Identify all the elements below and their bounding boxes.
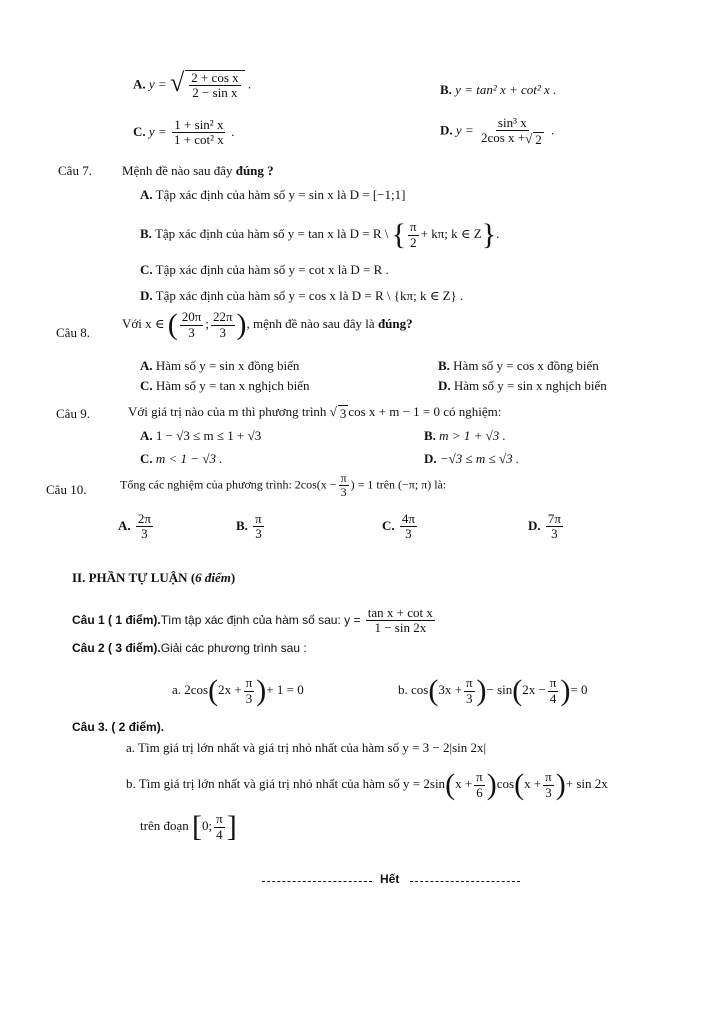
essay-q2-text: Giải các phương trình sau : [160, 641, 307, 655]
essay-q3-label: Câu 3. ( 2 điểm). [72, 720, 165, 734]
q8-stem-a: Với x ∈ [122, 315, 165, 331]
essay-q3-range-text: trên đoạn [140, 817, 189, 833]
q8-c-text: Hàm số y = tan x nghịch biến [155, 378, 310, 393]
essay-q2-label: Câu 2 ( 3 điểm). [72, 641, 161, 655]
q10-a-label: A. [118, 517, 131, 533]
q8-stem-b: , mệnh đề nào sau đây là [246, 315, 378, 331]
essay-q3-b-text: Tìm giá trị lớn nhất và giá trị nhỏ nhất của hàm số y = 2sin [138, 775, 446, 791]
essay-q2-a [172, 676, 304, 706]
dash-line-right [410, 881, 520, 882]
q6-a-sqrt [170, 70, 245, 101]
q7-c-text: Tập xác định của hàm số y = cot x là D = R . [155, 262, 389, 277]
essay-q2-b-mid: − sin [486, 681, 513, 697]
q8-option-b [438, 358, 599, 374]
q10-option-b [236, 512, 266, 542]
essay-q2-b-in1: 3x + [438, 681, 462, 697]
essay-q3-range-num: π [216, 811, 223, 827]
q7-stem-a: Mệnh đề nào sau đây [122, 163, 236, 178]
q8-den1: 3 [188, 324, 195, 340]
q8-b-text: Hàm số y = cos x đồng biến [453, 358, 599, 373]
q6-b-text: y = tan² x + cot² x . [455, 82, 557, 97]
q10-frac-den: 3 [340, 485, 347, 500]
q9-number: Câu 9. [56, 406, 90, 421]
paren-right-icon: ) [555, 768, 566, 801]
q6-d-end: . [551, 122, 555, 138]
q6-b-label: B. [440, 82, 452, 97]
paren-right-icon: ) [256, 674, 267, 707]
section-title [72, 570, 235, 586]
q10-b-den: 3 [255, 526, 262, 542]
q8-stem [122, 310, 413, 340]
q10-stem-b: ) = 1 trên (−π; π) là: [350, 477, 447, 492]
q10-c-den: 3 [405, 526, 412, 542]
q9-a-label: A. [140, 428, 153, 443]
essay-q3-b-label: b. [126, 775, 136, 791]
q6-a-den: 2 − sin x [192, 85, 238, 101]
section-title-b: 6 điểm [195, 570, 231, 585]
paren-left-icon: ( [445, 768, 456, 801]
paren-left-icon: ( [514, 768, 525, 801]
essay-q2-b-den2: 4 [549, 690, 557, 706]
section-title-a: II. PHẦN TỰ LUẬN ( [72, 570, 196, 585]
q9-a-text: 1 − √3 ≤ m ≤ 1 + √3 [155, 428, 262, 443]
q7-d-label: D. [140, 288, 153, 303]
paren-right-icon: ) [236, 308, 247, 341]
q7-b-label: B. [140, 225, 152, 241]
q9-c-text: m < 1 − √3 . [155, 451, 223, 466]
q9-option-c [140, 451, 222, 467]
q8-a-label: A. [140, 358, 153, 373]
q7-a-label: A. [140, 187, 153, 202]
essay-q2-b-num2: π [549, 675, 557, 691]
essay-q3-a-text: Tìm giá trị lớn nhất và giá trị nhỏ nhất của hàm số y = 3 − 2|sin 2x| [138, 740, 487, 755]
essay-q2-a-label: a. [172, 681, 182, 697]
essay-q3-b [126, 770, 608, 800]
q10-c-num: 4π [401, 511, 415, 526]
essay-q2-a-pre: 2cos [184, 681, 209, 697]
q10-option-a [118, 512, 155, 542]
sqrt-sign-icon: √ [169, 68, 185, 97]
q8-den2: 3 [219, 324, 226, 340]
q7-stem [122, 163, 274, 179]
q7-b-text-a: Tập xác định của hàm số y = tan x là D = R \ [154, 225, 389, 241]
essay-q3-range [140, 812, 237, 842]
q6-option-d [440, 116, 554, 147]
q9-c-label: C. [140, 451, 153, 466]
q6-a-end: . [247, 76, 252, 92]
essay-q3-b-den2: 3 [545, 784, 552, 800]
q7-option-c [140, 262, 389, 278]
paren-left-icon: ( [428, 674, 439, 707]
essay-q3-b-num2: π [545, 769, 552, 785]
section-title-c: ) [230, 570, 236, 585]
q6-c-end: . [231, 123, 235, 139]
q9-option-a [140, 428, 261, 444]
q6-option-a [133, 70, 251, 101]
q8-option-d [438, 378, 607, 394]
q7-option-a [140, 187, 405, 203]
q6-c-num: 1 + sin² x [174, 117, 224, 132]
essay-q3-b-post: + sin 2x [565, 775, 608, 791]
paren-right-icon: ) [486, 768, 497, 801]
q10-stem [120, 472, 446, 499]
q8-number: Câu 8. [56, 325, 90, 340]
q8-stem-c: đúng? [377, 315, 413, 331]
q10-number: Câu 10. [46, 482, 87, 497]
q7-number: Câu 7. [58, 163, 92, 178]
q7-a-text: Tập xác định của hàm số y = sin x là D = [−1;1] [155, 187, 406, 202]
q9-stem-b: cos x + m − 1 = 0 có nghiệm: [348, 404, 502, 419]
q6-option-c [133, 118, 234, 148]
q8-d-label: D. [438, 378, 451, 393]
q10-a-num: 2π [137, 511, 151, 526]
essay-q2-b-num1: π [465, 675, 473, 691]
essay-q2-b-pre: cos [411, 681, 429, 697]
q8-c-label: C. [140, 378, 153, 393]
q9-b-text: m > 1 + √3 . [439, 428, 506, 443]
brace-right-icon: } [481, 218, 497, 251]
q10-c-label: C. [382, 517, 395, 533]
q8-option-a [140, 358, 299, 374]
q7-c-label: C. [140, 262, 153, 277]
q6-c-label: C. [133, 123, 146, 139]
essay-q2-b [398, 676, 588, 706]
paren-left-icon: ( [208, 674, 219, 707]
q10-d-den: 3 [551, 526, 558, 542]
essay-q2-b-label: b. [398, 681, 408, 697]
essay-q1 [72, 606, 437, 636]
paren-right-icon: ) [476, 674, 487, 707]
essay-q1-text: Tìm tập xác định của hàm số sau: y = [160, 612, 361, 627]
q8-b-label: B. [438, 358, 450, 373]
q7-b-num: π [410, 219, 417, 235]
q6-c-prefix: y = [148, 123, 167, 139]
q8-sep: ; [205, 315, 209, 331]
q6-d-label: D. [440, 122, 453, 138]
q6-a-num: 2 + cos x [191, 70, 239, 85]
q8-option-c [140, 378, 309, 394]
q8-num1: 20π [181, 309, 202, 325]
q7-option-d [140, 288, 463, 304]
q8-a-text: Hàm số y = sin x đồng biến [155, 358, 300, 373]
essay-q2-a-in: 2x + [218, 681, 242, 697]
q7-stem-b: đúng ? [235, 163, 274, 178]
essay-q2-a-num: π [245, 675, 253, 691]
q6-option-b [440, 82, 556, 98]
essay-q3-b-mid: cos [496, 775, 515, 791]
q10-b-label: B. [236, 517, 248, 533]
dash-line-left [262, 881, 372, 882]
sqrt-sign-icon: √ [525, 130, 533, 146]
essay-q2-a-den: 3 [245, 690, 253, 706]
essay-q1-num: tan x + cot x [367, 605, 433, 620]
q9-d-label: D. [424, 451, 437, 466]
essay-q3-b-num1: π [476, 769, 483, 785]
bracket-right-icon: ] [226, 810, 237, 843]
bracket-left-icon: [ [191, 810, 202, 843]
end-label: Hết [380, 872, 400, 886]
q10-frac-num: π [340, 471, 347, 485]
essay-q1-label: Câu 1 ( 1 điểm). [72, 612, 161, 627]
essay-q2-b-post: = 0 [570, 681, 588, 697]
essay-q1-den: 1 − sin 2x [374, 620, 427, 636]
essay-q3-range-a: 0; [201, 817, 213, 833]
essay-q3-range-den: 4 [216, 826, 223, 842]
q6-a-label: A. [133, 76, 146, 92]
q6-d-num: sin³ x [497, 115, 527, 130]
q7-b-end: . [496, 225, 500, 241]
brace-left-icon: { [391, 218, 407, 251]
q7-option-b [140, 220, 499, 250]
q9-option-b [424, 428, 506, 444]
q6-d-prefix: y = [455, 122, 474, 138]
q9-sqrt3: 3 [339, 405, 347, 421]
essay-q2-a-post: + 1 = 0 [266, 681, 304, 697]
q10-a-den: 3 [141, 526, 148, 542]
essay-q3-b-in1: x + [455, 775, 473, 791]
q9-option-d [424, 451, 519, 467]
essay-q3-a-label: a. [126, 740, 136, 755]
q9-b-label: B. [424, 428, 436, 443]
sqrt-sign-icon: √ [329, 403, 337, 419]
q6-d-den-a: 2cos x + [480, 130, 526, 146]
q9-d-text: −√3 ≤ m ≤ √3 . [439, 451, 520, 466]
paren-left-icon: ( [167, 308, 178, 341]
q10-option-c [382, 512, 419, 542]
q6-d-den-b: 2 [535, 131, 542, 147]
q10-option-d [528, 512, 565, 542]
q10-d-num: 7π [547, 511, 561, 526]
q6-a-prefix: y = [148, 76, 167, 92]
essay-q2 [72, 641, 307, 655]
q7-d-text: Tập xác định của hàm số y = cos x là D = R \ {kπ; k ∈ Z} . [155, 288, 464, 303]
q8-d-text: Hàm số y = sin x nghịch biến [453, 378, 607, 393]
end-separator [262, 872, 522, 892]
q9-stem-a: Với giá trị nào của m thì phương trình [128, 404, 330, 419]
essay-q3-b-den1: 6 [476, 784, 483, 800]
q10-d-label: D. [528, 517, 541, 533]
q10-b-num: π [255, 511, 262, 526]
essay-q3-a [126, 740, 486, 756]
paren-left-icon: ( [512, 674, 523, 707]
essay-q2-b-den1: 3 [465, 690, 473, 706]
q10-stem-a: Tổng các nghiệm của phương trình: 2cos(x − [120, 477, 337, 492]
paren-right-icon: ) [560, 674, 571, 707]
essay-q3-b-in2: x + [524, 775, 542, 791]
q7-b-text-b: + kπ; k ∈ Z [420, 225, 482, 241]
q8-num2: 22π [212, 309, 233, 325]
q9-stem [128, 404, 501, 422]
q7-b-den: 2 [410, 234, 417, 250]
q6-c-den: 1 + cot² x [173, 132, 224, 148]
essay-q2-b-in2: 2x − [522, 681, 546, 697]
